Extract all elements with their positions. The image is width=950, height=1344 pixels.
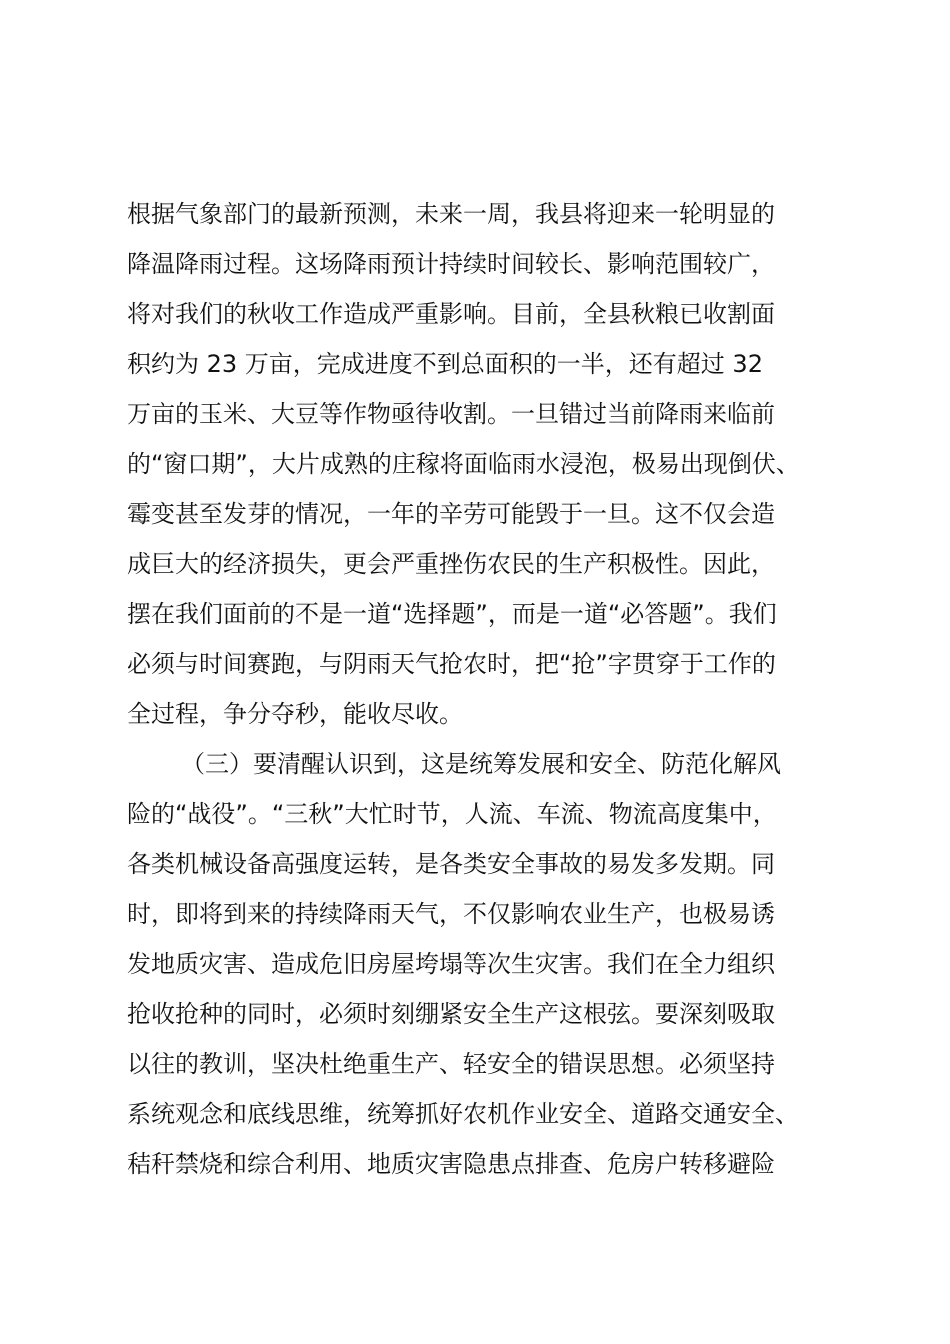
paragraph-1 <box>127 189 837 739</box>
text-line: 万亩的玉米、大豆等作物亟待收割。一旦错过当前降雨来临前 <box>127 400 775 428</box>
text-line: 时，即将到来的持续降雨天气，不仅影响农业生产，也极易诱 <box>127 900 775 928</box>
text-line: 的“窗口期”，大片成熟的庄稼将面临雨水浸泡，极易出现倒伏、 <box>127 450 800 478</box>
text-line: 系统观念和底线思维，统筹抓好农机作业安全、道路交通安全、 <box>127 1100 799 1128</box>
text-line: 将对我们的秋收工作造成严重影响。目前，全县秋粮已收割面 <box>127 300 775 328</box>
text-line: （三）要清醒认识到，这是统筹发展和安全、防范化解风 <box>181 750 781 778</box>
text-line: 秸秆禁烧和综合利用、地质灾害隐患点排查、危房户转移避险 <box>127 1150 775 1178</box>
text-line: 发地质灾害、造成危旧房屋垮塌等次生灾害。我们在全力组织 <box>127 950 775 978</box>
text-line: 抢收抢种的同时，必须时刻绷紧安全生产这根弦。要深刻吸取 <box>127 1000 775 1028</box>
text-line: 降温降雨过程。这场降雨预计持续时间较长、影响范围较广， <box>127 250 775 278</box>
document-body <box>127 189 837 1189</box>
text-line: 险的“战役”。“三秋”大忙时节，人流、车流、物流高度集中， <box>127 800 777 828</box>
text-line: 各类机械设备高强度运转，是各类安全事故的易发多发期。同 <box>127 850 775 878</box>
text-line: 必须与时间赛跑，与阴雨天气抢农时，把“抢”字贯穿于工作的 <box>127 650 776 678</box>
text-line: 以往的教训，坚决杜绝重生产、轻安全的错误思想。必须坚持 <box>127 1050 775 1078</box>
text-line: 全过程，争分夺秒，能收尽收。 <box>127 700 463 728</box>
text-line: 成巨大的经济损失，更会严重挫伤农民的生产积极性。因此， <box>127 550 775 578</box>
paragraph-2 <box>127 739 837 1189</box>
text-line: 霉变甚至发芽的情况，一年的辛劳可能毁于一旦。这不仅会造 <box>127 500 775 528</box>
text-line: 积约为 23 万亩，完成进度不到总面积的一半，还有超过 32 <box>127 350 763 378</box>
text-line: 摆在我们面前的不是一道“选择题”，而是一道“必答题”。我们 <box>127 600 777 628</box>
text-line: 根据气象部门的最新预测，未来一周，我县将迎来一轮明显的 <box>127 200 775 228</box>
